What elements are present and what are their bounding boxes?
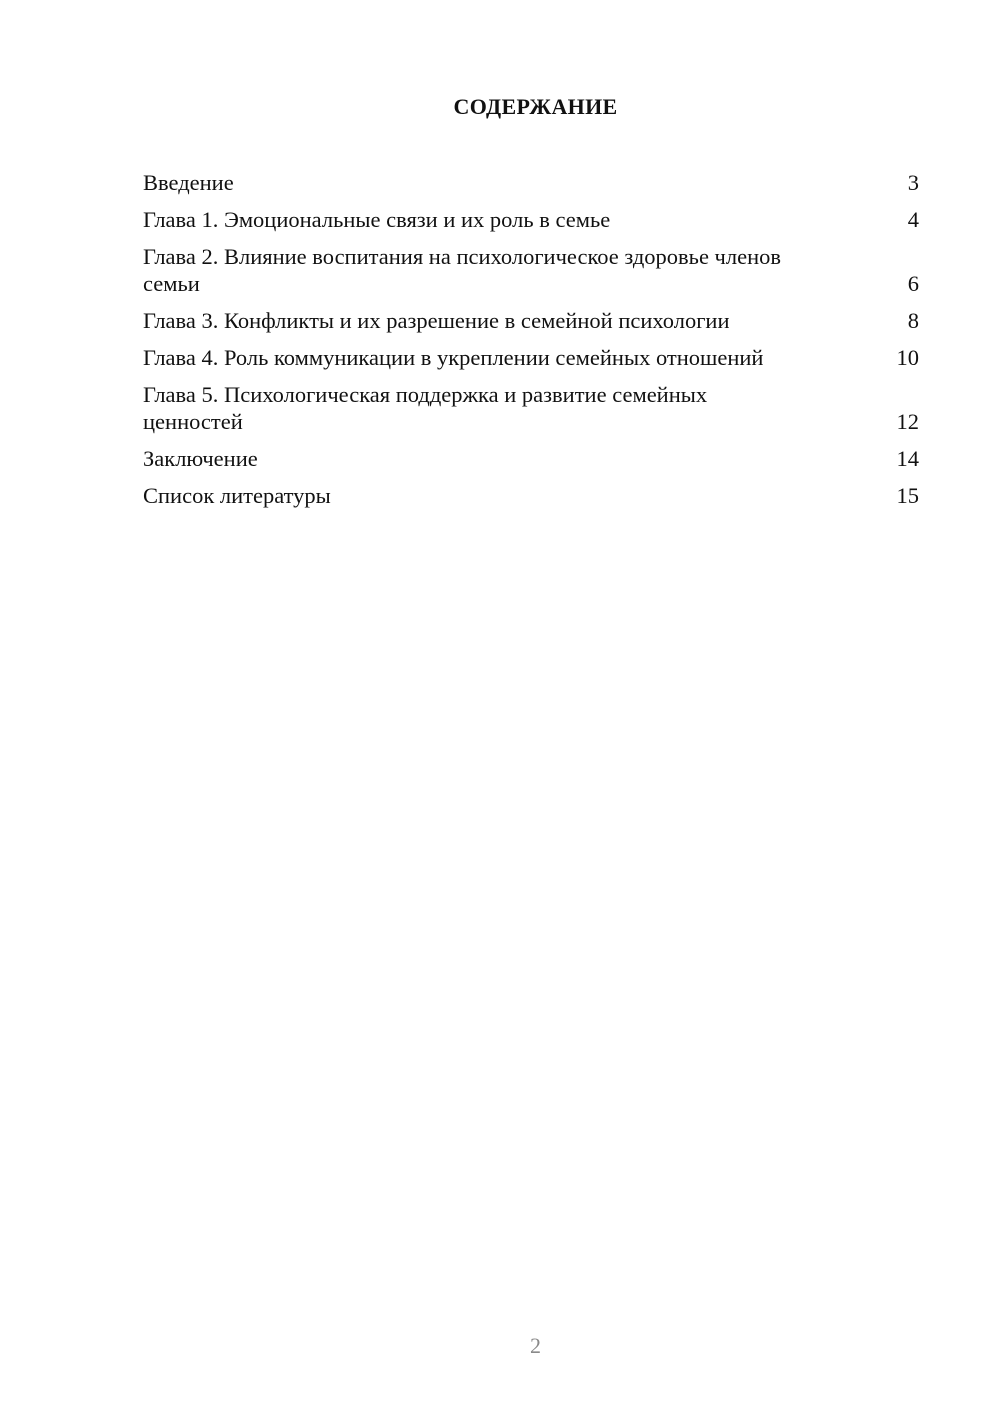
- toc-entry-page-number: 14: [896, 446, 919, 471]
- toc-entry-page-number: 12: [896, 409, 919, 434]
- toc-entry-label: Список литературы: [143, 483, 331, 508]
- toc-entry-page-number: 10: [896, 345, 919, 370]
- toc-entry-label: Заключение: [143, 446, 258, 471]
- toc-entry-label: Глава 4. Роль коммуникации в укреплении семейных отношений: [143, 345, 764, 370]
- toc-entry-conclusion[interactable]: [143, 445, 919, 472]
- toc-entry-chapter-1[interactable]: [143, 206, 919, 233]
- toc-entry-chapter-4[interactable]: [143, 344, 919, 371]
- page-number: 2: [530, 1333, 541, 1358]
- toc-entry-label: Глава 1. Эмоциональные связи и их роль в семье: [143, 207, 611, 232]
- toc-entry-chapter-5[interactable]: [143, 381, 919, 435]
- toc-entry-label: Глава 5. Психологическая поддержка и развитие семейных ценностей: [143, 382, 708, 434]
- toc-entry-page-number: 8: [907, 308, 919, 333]
- table-of-contents: [143, 169, 919, 519]
- toc-entry-introduction[interactable]: [143, 169, 919, 196]
- toc-entry-label: Введение: [143, 170, 234, 195]
- toc-entry-chapter-2[interactable]: [143, 243, 919, 297]
- toc-entry-label: Глава 2. Влияние воспитания на психологическое здоровье членов семьи: [143, 244, 781, 296]
- toc-entry-page-number: 4: [907, 207, 919, 232]
- toc-entry-page-number: 3: [907, 170, 919, 195]
- toc-entry-page-number: 6: [907, 271, 919, 296]
- toc-entry-references[interactable]: [143, 482, 919, 509]
- page-title: СОДЕРЖАНИЕ: [453, 94, 618, 119]
- toc-entry-chapter-3[interactable]: [143, 307, 919, 334]
- toc-entry-label: Глава 3. Конфликты и их разрешение в семейной психологии: [143, 308, 730, 333]
- toc-entry-page-number: 15: [896, 483, 919, 508]
